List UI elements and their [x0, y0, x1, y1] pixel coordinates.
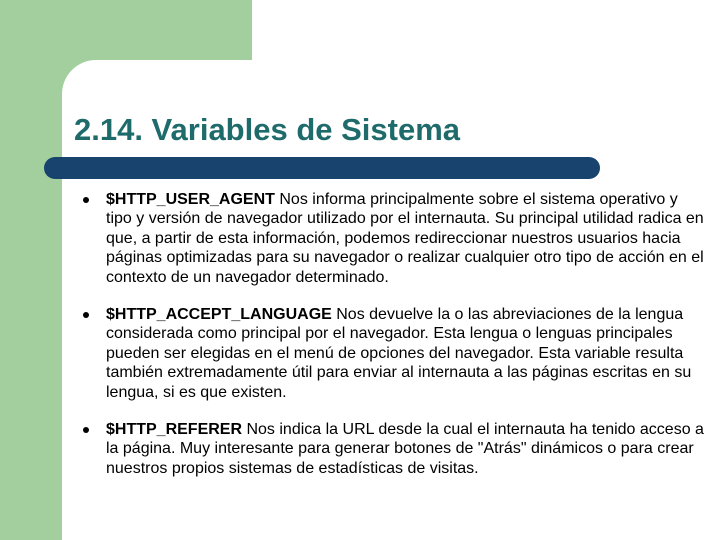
variable-name: $HTTP_REFERER [106, 421, 247, 439]
slide-title: 2.14. Variables de Sistema [74, 112, 461, 147]
list-item [80, 420, 706, 478]
variable-description: Nos devuelve la o las abreviaciones de la lengua considerada como principal por el navegador. Esta lengua o lenguas principales pueden ser elegidas en el menú de opciones del navegador. Esta variable resulta también extremadamente útil para enviar al internauta a las páginas escritas en su lengua, si es que existen. [106, 306, 692, 401]
list-item [80, 305, 706, 402]
list-item [80, 190, 706, 287]
variable-description: Nos informa principalmente sobre el sistema operativo y tipo y versión de navegador utilizado por el internauta. Su principal utilidad radica en que, a partir de esta información, podemos redireccionar nuestros usuarios hacia páginas optimizadas para su navegador o realizar cualquier otro tipo de acción en el contexto de un navegador determinado. [106, 191, 704, 286]
bullet-list [80, 190, 706, 496]
variable-description: Nos indica la URL desde la cual el internauta ha tenido acceso a la página. Muy interesante para generar botones de "Atrás" dinámicos o para crear nuestros propios sistemas de estadísticas de visitas. [106, 421, 704, 477]
variable-name: $HTTP_ACCEPT_LANGUAGE [106, 306, 337, 324]
variable-name: $HTTP_USER_AGENT [106, 191, 280, 208]
bullet-icon [83, 197, 89, 203]
bullet-icon [83, 312, 89, 318]
title-underline-bar [44, 157, 600, 179]
bullet-icon [83, 427, 89, 433]
